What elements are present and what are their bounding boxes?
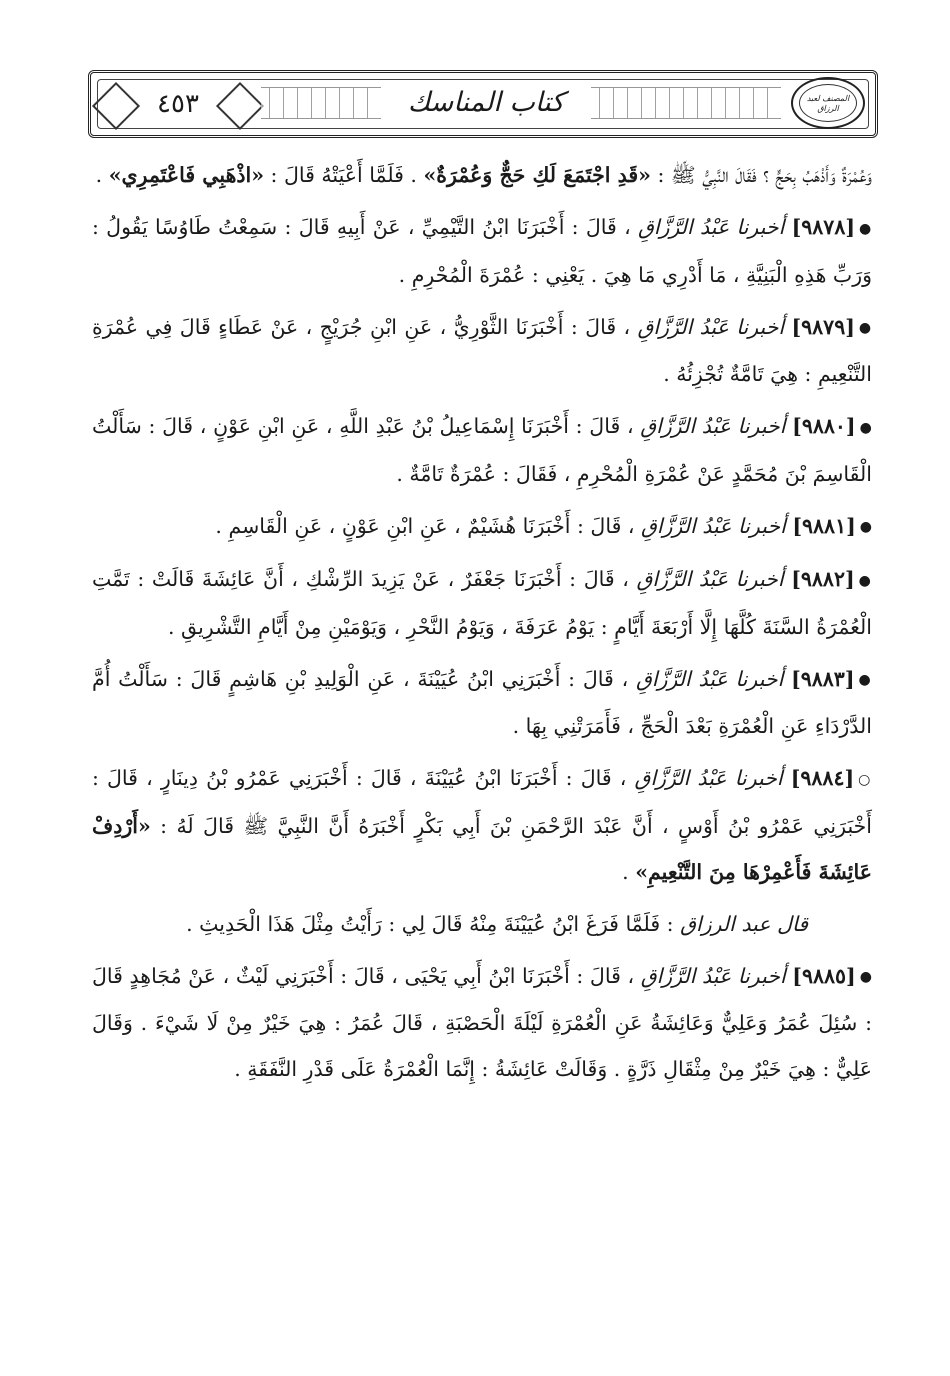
paragraph-text: ، قَالَ : أَخْبَرَنِي ابْنُ عُيَيْنَةَ ، عَنِ الْوَلِيدِ بْنِ هَاشِمٍ قَالَ : سَأَلْتُ أُمَّ الدَّرْدَاءِ عَنِ الْعُمْرَةِ بَعْدَ الْحَجِّ ، فَأَمَرَتْنِي بِهَا . bbox=[92, 666, 872, 738]
narrator-lead: قال عبد الرزاق bbox=[680, 911, 808, 936]
entry-marker-icon: ● bbox=[858, 672, 872, 688]
hadith-number: [٩٨٧٨] bbox=[791, 215, 856, 239]
page-number: ٤٥٣ bbox=[103, 81, 253, 127]
page-body bbox=[92, 152, 872, 1092]
narrator-lead: أخبرنا عَبْدُ الرَّزَّاقِ bbox=[635, 666, 784, 691]
paragraph-text: وَعُمْرَةٌ وَأَذْهَبُ بِحَجٍّ ؟ فَقَالَ النَّبِيُّ ﷺ : bbox=[650, 163, 872, 187]
hadith-entry bbox=[92, 204, 872, 298]
hadith-entry bbox=[92, 755, 872, 895]
entry-marker-icon: ● bbox=[859, 519, 872, 535]
hadith-entry bbox=[92, 656, 872, 750]
hadith-number: [٩٨٨١] bbox=[792, 513, 856, 538]
entry-marker-icon: ● bbox=[859, 220, 873, 237]
hadith-number: [٩٨٨٣] bbox=[791, 666, 855, 691]
entry-marker-icon: ○ bbox=[858, 771, 872, 788]
book-seal-logo bbox=[791, 77, 865, 129]
narrator-lead: أخبرنا عَبْدُ الرَّزَّاقِ bbox=[637, 215, 785, 239]
paragraph-text: ، قَالَ : أَخْبَرَنَا هُشَيْمٌ ، عَنِ ابْنِ عَوْنٍ ، عَنِ الْقَاسِمِ . bbox=[215, 513, 642, 538]
hadith-quote: «أَرْدِفْ عَائِشَةَ فَأَعْمِرْهَا مِنَ التَّنْعِيمِ» bbox=[92, 813, 872, 884]
entry-marker-icon: ● bbox=[858, 572, 872, 589]
paragraph-text: ، قَالَ : أَخْبَرَنَا ابْنُ التَّيْمِيِّ ، عَنْ أَبِيهِ قَالَ : سَمِعْتُ طَاوُسًا يَقُولُ : وَرَبِّ هَذِهِ الْبَنِيَّةِ ، مَا أَدْرِي مَا هِيَ . يَعْنِي : عُمْرَةَ الْمُحْرِمِ . bbox=[92, 215, 872, 287]
hadith-entry bbox=[92, 503, 872, 551]
chapter-title: كتاب المناسك bbox=[407, 87, 565, 118]
seal-text: المصنف لعبد الرزاق bbox=[799, 84, 857, 122]
paragraph-text: . bbox=[95, 163, 109, 187]
header-ornament-right bbox=[591, 87, 781, 119]
hadith-number: [٩٨٨٢] bbox=[791, 567, 855, 591]
hadith-quote: «قَدِ اجْتَمَعَ لَكِ حَجٌّ وَعُمْرَةٌ» bbox=[423, 163, 651, 187]
narrator-lead: أخبرنا عَبْدُ الرَّزَّاقِ bbox=[637, 314, 785, 339]
editor-note bbox=[92, 901, 872, 947]
paragraph-text: : فَلَمَّا فَرَغَ ابْنُ عُيَيْنَةَ مِنْهُ قَالَ لِي : رَأَيْتُ مِثْلَ هَذَا الْحَدِيثِ . bbox=[186, 911, 681, 936]
narrator-lead: أخبرنا عَبْدُ الرَّزَّاقِ bbox=[640, 963, 786, 988]
entry-marker-icon: ● bbox=[859, 969, 873, 985]
paragraph-text: ، قَالَ : أَخْبَرَنَا ابْنُ أَبِي يَحْيَى ، قَالَ : أَخْبَرَنِي لَيْثٌ ، عَنْ مُجَاهِدٍ قَالَ : سُئِلَ عُمَرُ وَعَلِيٌّ وَعَائِشَةُ عَنِ الْعُمْرَةِ لَيْلَةَ الْحَصْبَةِ ، قَالَ عُمَرُ : هِيَ خَيْرٌ مِنْ لَا شَيْءَ . وَقَالَ عَلِيٌّ : هِيَ خَيْرٌ مِنْ مِثْقَالِ ذَرَّةٍ . وَقَالَتْ عَائِشَةُ : إِنَّمَا الْعُمْرَةُ عَلَى قَدْرِ النَّفَقَةِ . bbox=[92, 963, 872, 1081]
hadith-entry bbox=[92, 304, 872, 398]
narrator-lead: أخبرنا عَبْدُ الرَّزَّاقِ bbox=[641, 513, 786, 538]
hadith-entry bbox=[92, 403, 872, 497]
paragraph-text: . فَلَمَّا أَعْيَتْهُ قَالَ : bbox=[264, 163, 424, 187]
paragraph-continuation bbox=[92, 152, 872, 198]
paragraph-text: ، قَالَ : أَخْبَرَنَا الثَّوْرِيُّ ، عَنِ ابْنِ جُرَيْجٍ ، عَنْ عَطَاءٍ قَالَ فِي عُمْرَةِ التَّنْعِيمِ : هِيَ تَامَّةٌ تُجْزِئُهُ . bbox=[92, 314, 872, 386]
hadith-quote: «اذْهَبِي فَاعْتَمِرِي» bbox=[108, 163, 265, 187]
hadith-number: [٩٨٨٥] bbox=[792, 963, 856, 988]
hadith-number: [٩٨٧٩] bbox=[791, 314, 855, 339]
header-ornament-left bbox=[261, 87, 381, 119]
page-header bbox=[88, 70, 878, 138]
entry-marker-icon: ● bbox=[858, 320, 872, 336]
paragraph-text: ، قَالَ : أَخْبَرَنَا جَعْفَرٌ ، عَنْ يَزِيدَ الرِّشْكِ ، أَنَّ عَائِشَةَ قَالَتْ : تَمَّتِ الْعُمْرَةُ السَّنَةَ كُلَّهَا إِلَّا أَرْبَعَةَ أَيَّامٍ : يَوْمُ عَرَفَةَ ، وَيَوْمُ النَّحْرِ ، وَيَوْمَيْنِ مِنْ أَيَّامِ التَّشْرِيقِ . bbox=[92, 567, 872, 639]
paragraph-text: ، قَالَ : أَخْبَرَنَا ابْنُ عُيَيْنَةَ ، قَالَ : أَخْبَرَنِي عَمْرُو بْنُ دِينَارٍ ، قَالَ : أَخْبَرَنِي عَمْرُو بْنُ أَوْسٍ ، أَنَّ عَبْدَ الرَّحْمَنِ بْنَ أَبِي بَكْرٍ أَخْبَرَهُ أَنَّ النَّبِيَّ ﷺ قَالَ لَهُ : bbox=[92, 766, 872, 838]
narrator-lead: أخبرنا عَبْدُ الرَّزَّاقِ bbox=[636, 567, 784, 591]
entry-marker-icon: ● bbox=[859, 419, 872, 436]
hadith-number: [٩٨٨٤] bbox=[790, 766, 855, 790]
narrator-lead: أخبرنا عَبْدُ الرَّزَّاقِ bbox=[640, 414, 786, 438]
narrator-lead: أخبرنا عَبْدُ الرَّزَّاقِ bbox=[634, 766, 783, 790]
hadith-entry bbox=[92, 556, 872, 650]
paragraph-text: . bbox=[622, 859, 636, 884]
hadith-number: [٩٨٨٠] bbox=[792, 414, 856, 438]
hadith-entry bbox=[92, 953, 872, 1093]
paragraph-text: ، قَالَ : أَخْبَرَنَا إِسْمَاعِيلُ بْنُ عَبْدِ اللَّهِ ، عَنِ ابْنِ عَوْنٍ ، قَالَ : سَأَلْتُ الْقَاسِمَ بْنَ مُحَمَّدٍ عَنْ عُمْرَةِ الْمُحْرِمِ ، فَقَالَ : عُمْرَةٌ تَامَّةٌ . bbox=[92, 414, 872, 486]
